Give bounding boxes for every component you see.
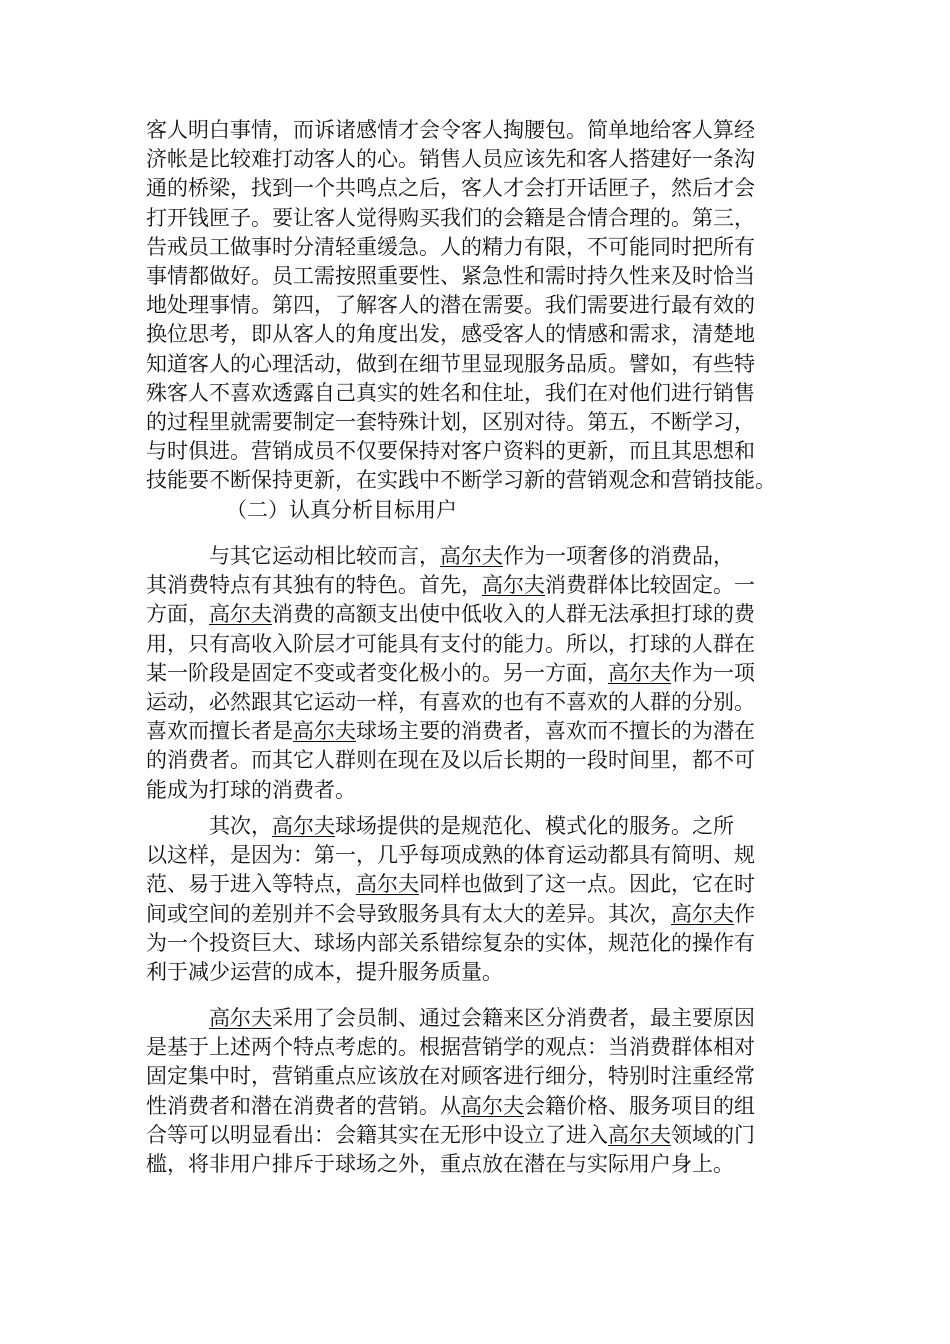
text-line: 客人明白事情，而诉诸感情才会令客人掏腰包。简单地给客人算经 <box>146 118 755 142</box>
text-line: 告戒员工做事时分清轻重缓急。人的精力有限，不可能同时把所有 <box>146 234 755 259</box>
text-segment: 槛，将非用户排斥于球场之外，重点放在潜在与实际用户身上。 <box>146 1151 734 1176</box>
text-line: 打开钱匣子。要让客人觉得购买我们的会籍是合情合理的。第三， <box>146 205 755 230</box>
text-segment: 是基于上述两个特点考虑的。根据营销学的观点：当消费群体相对 <box>146 1035 755 1060</box>
text-line <box>146 600 806 629</box>
text-line: 济帐是比较难打动客人的心。销售人员应该先和客人搭建好一条沟 <box>146 147 755 172</box>
text-segment: 能成为打球的消费者。 <box>146 777 356 802</box>
text-line <box>146 900 806 929</box>
text-segment: 球场主要的消费者，喜欢而不擅长的为潜在 <box>356 719 755 744</box>
text-line <box>146 1004 806 1033</box>
text-segment: 与其它运动相比较而言， <box>146 544 440 568</box>
text-segment: 方面， <box>146 602 209 627</box>
underlined-term: 高尔夫 <box>209 1006 272 1030</box>
text-segment: 作为一项 <box>671 660 755 685</box>
text-line <box>146 1062 806 1091</box>
underlined-term: 高尔夫 <box>671 901 734 926</box>
text-segment: 以这样，是因为：第一，几乎每项成熟的体育运动都具有简明、规 <box>146 843 755 868</box>
text-segment: 会籍价格、服务项目的组 <box>524 1093 755 1118</box>
text-line <box>146 542 806 571</box>
underlined-term: 高尔夫 <box>209 602 272 627</box>
text-line <box>146 1033 806 1062</box>
text-segment: 间或空间的差别并不会导致服务具有太大的差异。其次， <box>146 901 671 926</box>
text-line: 的过程里就需要制定一套特殊计划，区别对待。第五，不断学习， <box>146 409 755 434</box>
underlined-term: 高尔夫 <box>272 814 335 838</box>
underlined-term: 高尔夫 <box>608 660 671 685</box>
text-segment: 范、易于进入等特点， <box>146 872 356 897</box>
text-line <box>146 870 806 899</box>
text-segment <box>146 1006 209 1030</box>
text-line: 事情都做好。员工需按照重要性、紧急性和需时持久性来及时恰当 <box>146 263 755 288</box>
text-segment: 某一阶段是固定不变或者变化极小的。另一方面， <box>146 660 608 685</box>
text-segment: 作为一项奢侈的消费品， <box>503 544 734 568</box>
text-line <box>146 630 806 659</box>
text-segment: 为一个投资巨大、球场内部关系错综复杂的实体，规范化的操作有 <box>146 930 755 955</box>
text-line <box>146 812 806 841</box>
text-line: 殊客人不喜欢透露自己真实的姓名和住址，我们在对他们进行销售 <box>146 380 755 405</box>
text-segment: 性消费者和潜在消费者的营销。从 <box>146 1093 461 1118</box>
text-segment: 其次， <box>146 814 272 838</box>
text-segment: 用，只有高收入阶层才可能具有支付的能力。所以，打球的人群在 <box>146 631 755 656</box>
text-line <box>146 776 806 805</box>
underlined-term: 高尔夫 <box>440 544 503 568</box>
paragraph-1 <box>146 116 806 495</box>
text-segment: 喜欢而擅长者是 <box>146 719 293 744</box>
underlined-term: 高尔夫 <box>608 1122 671 1147</box>
text-segment: 固定集中时，营销重点应该放在对顾客进行细分，特别时注重经常 <box>146 1064 755 1089</box>
text-segment: 球场提供的是规范化、模式化的服务。之所 <box>335 814 734 838</box>
text-segment: 利于减少运营的成本，提升服务质量。 <box>146 959 503 984</box>
text-line <box>146 958 806 987</box>
text-segment: 的消费者。而其它人群则在现在及以后长期的一段时间里，都不可 <box>146 748 755 773</box>
underlined-term: 高尔夫 <box>356 872 419 897</box>
text-line <box>146 571 806 600</box>
text-line: 通的桥梁，找到一个共鸣点之后，客人才会打开话匣子，然后才会 <box>146 176 755 201</box>
paragraph-4 <box>146 1004 806 1179</box>
text-segment: 同样也做到了这一点。因此，它在时 <box>419 872 755 897</box>
text-segment: 其消费特点有其独有的特色。首先， <box>146 573 482 598</box>
text-line <box>146 1092 806 1121</box>
text-line <box>146 841 806 870</box>
text-line <box>146 688 806 717</box>
underlined-term: 高尔夫 <box>293 719 356 744</box>
text-segment: 运动，必然跟其它运动一样，有喜欢的也有不喜欢的人群的分别。 <box>146 689 755 714</box>
text-segment: 消费的高额支出使中低收入的人群无法承担打球的费 <box>272 602 755 627</box>
underlined-term: 高尔夫 <box>461 1093 524 1118</box>
underlined-term: 高尔夫 <box>482 573 545 598</box>
text-line: 技能要不断保持更新，在实践中不断学习新的营销观念和营销技能。 <box>146 468 776 493</box>
text-segment: 消费群体比较固定。一 <box>545 573 755 598</box>
text-line <box>146 1121 806 1150</box>
text-line <box>146 659 806 688</box>
text-line: 与时俱进。营销成员不仅要保持对客户资料的更新，而且其思想和 <box>146 439 755 464</box>
paragraph-2 <box>146 542 806 805</box>
text-line <box>146 1150 806 1179</box>
text-line: 地处理事情。第四，了解客人的潜在需要。我们需要进行最有效的 <box>146 293 755 318</box>
text-line <box>146 929 806 958</box>
text-line <box>146 717 806 746</box>
text-segment: 作 <box>734 901 755 926</box>
text-segment: 合等可以明显看出：会籍其实在无形中设立了进入 <box>146 1122 608 1147</box>
paragraph-3 <box>146 812 806 987</box>
text-segment: 采用了会员制、通过会籍来区分消费者，最主要原因 <box>272 1006 755 1030</box>
text-segment: 领域的门 <box>671 1122 755 1147</box>
section-heading: （二）认真分析目标用户 <box>226 498 457 522</box>
text-line: 知道客人的心理活动，做到在细节里显现服务品质。譬如，有些特 <box>146 351 755 376</box>
text-line <box>146 746 806 775</box>
text-line: 换位思考，即从客人的角度出发，感受客人的情感和需求，清楚地 <box>146 322 755 347</box>
